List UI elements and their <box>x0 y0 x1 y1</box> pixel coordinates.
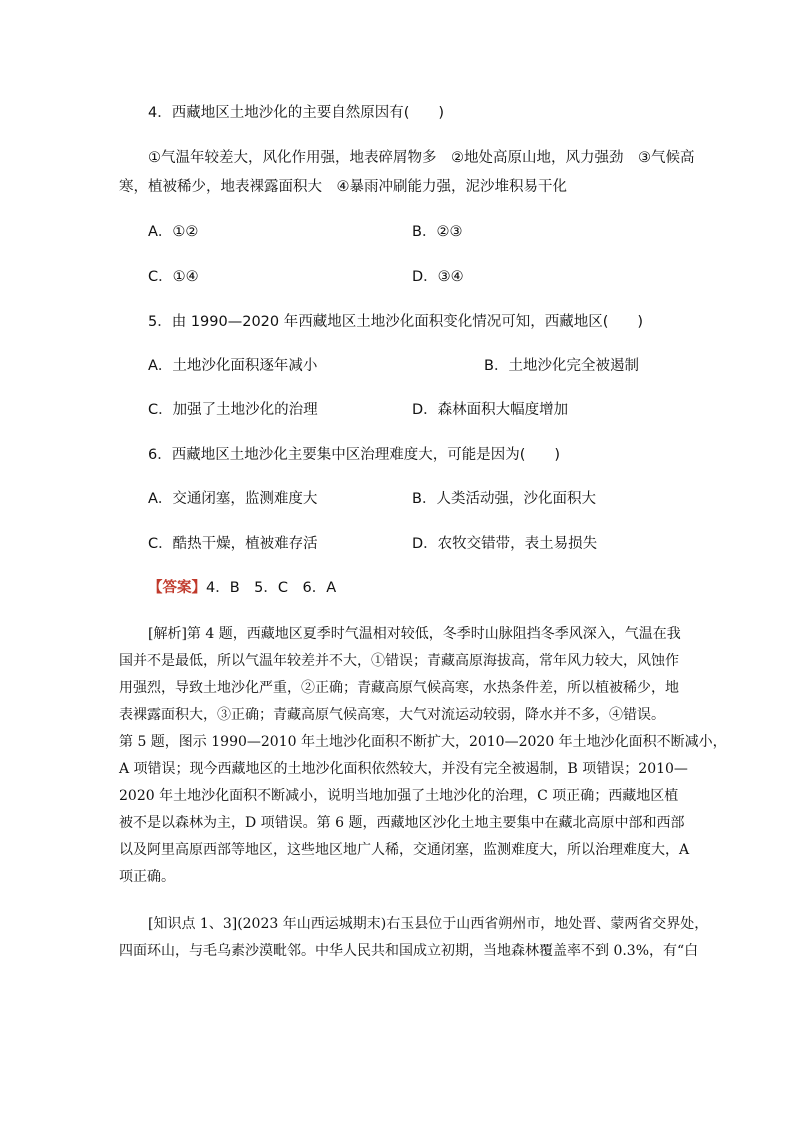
question-4-option-a: A．①② <box>148 224 199 240</box>
analysis-line: 表裸露面积大，③正确；青藏高原气候高寒，大气对流运动较弱，降水并不多，④错误。 <box>119 707 665 723</box>
question-4-statement-line-2: 寒，植被稀少，地表裸露面积大 ④暴雨冲刷能力强，泥沙堆积易干化 <box>119 179 567 195</box>
question-6-option-b: B．人类活动强，沙化面积大 <box>412 491 596 507</box>
question-5-stem: 5．由 1990—2020 年西藏地区土地沙化面积变化情况可知，西藏地区( ) <box>148 314 644 330</box>
question-4-option-b: B．②③ <box>412 224 463 240</box>
answer-text: 4．B 5．C 6．A <box>206 580 337 596</box>
answer-tag: 【答案】 <box>148 580 206 596</box>
question-4-stem: 4．西藏地区土地沙化的主要自然原因有( ) <box>148 105 445 121</box>
question-5-option-b: B．土地沙化完全被遏制 <box>484 358 639 374</box>
question-6-stem: 6．西藏地区土地沙化主要集中区治理难度大，可能是因为( ) <box>148 447 561 463</box>
knowledge-line: 四面环山，与毛乌素沙漠毗邻。中华人民共和国成立初期，当地森林覆盖率不到 0.3%，有“白 <box>119 943 699 959</box>
question-5-option-c: C．加强了土地沙化的治理 <box>148 402 318 418</box>
analysis-line: 以及阿里高原西部等地区，这些地区地广人稀，交通闭塞，监测难度大，所以治理难度大，A <box>119 842 690 858</box>
question-4-option-d: D．③④ <box>412 269 464 285</box>
analysis-line: 项正确。 <box>119 869 175 885</box>
question-4-statement-line-1: ①气温年较差大，风化作用强，地表碎屑物多 ②地处高原山地，风力强劲 ③气候高 <box>148 150 695 166</box>
question-5-option-d: D．森林面积大幅度增加 <box>412 402 569 418</box>
analysis-line: 2020 年土地沙化面积不断减小，说明当地加强了土地沙化的治理，C 项正确；西藏地区植 <box>119 788 679 804</box>
answer-line <box>148 578 336 598</box>
analysis-line: 第 5 题，图示 1990—2010 年土地沙化面积不断扩大，2010—2020 年土地沙化面积不断减小， <box>119 734 727 750</box>
question-6-option-c: C．酷热干燥，植被难存活 <box>148 536 318 552</box>
analysis-line: A 项错误；现今西藏地区的土地沙化面积依然较大，并没有完全被遏制，B 项错误；2010— <box>119 761 688 777</box>
question-4-option-c: C．①④ <box>148 269 199 285</box>
question-6-option-a: A．交通闭塞，监测难度大 <box>148 491 318 507</box>
question-6-option-d: D．农牧交错带，表土易损失 <box>412 536 598 552</box>
knowledge-line: [知识点 1、3](2023 年山西运城期末)右玉县位于山西省朔州市，地处晋、蒙两省交界处， <box>148 916 709 932</box>
analysis-line: 用强烈，导致土地沙化严重，②正确；青藏高原气候高寒，水热条件差，所以植被稀少，地 <box>119 680 679 696</box>
analysis-line: [解析]第 4 题，西藏地区夏季时气温相对较低，冬季时山脉阻挡冬季风深入，气温在我 <box>148 626 681 642</box>
analysis-line: 被不是以森林为主，D 项错误。第 6 题，西藏地区沙化土地主要集中在藏北高原中部和西部 <box>119 815 685 831</box>
question-5-option-a: A．土地沙化面积逐年减小 <box>148 358 318 374</box>
analysis-line: 国并不是最低，所以气温年较差并不大，①错误；青藏高原海拔高，常年风力较大，风蚀作 <box>119 653 679 669</box>
